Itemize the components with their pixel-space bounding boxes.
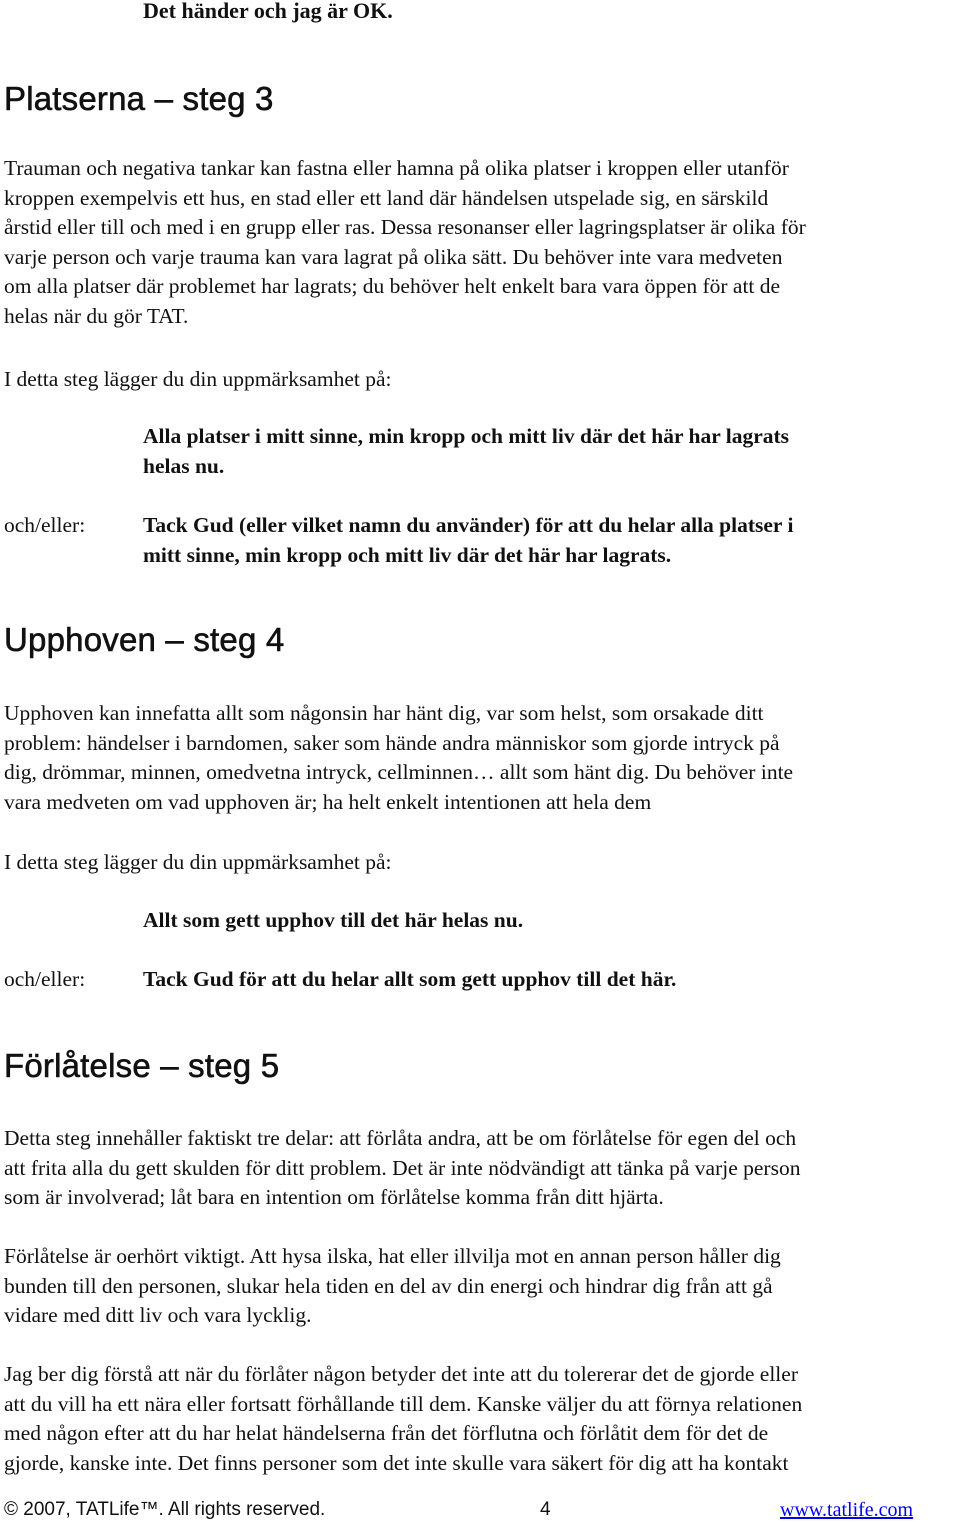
- footer-website-link[interactable]: www.tatlife.com: [780, 1499, 914, 1521]
- text-line: med någon efter att du har helat händelserna från det förflutna och förlåtit dem för det de: [4, 1421, 769, 1445]
- upphoven-intro: I detta steg lägger du din uppmärksamhet på:: [4, 850, 392, 874]
- footer-copyright: © 2007, TATLife™. All rights reserved.: [4, 1499, 326, 1520]
- prayer-line: Alla platser i mitt sinne, min kropp och mitt liv där det här har lagrats: [143, 424, 790, 448]
- upphoven-paragraph: [4, 699, 960, 817]
- text-line: problem: händelser i barndomen, saker som hände andra människor som gjorde intryck på: [4, 730, 780, 755]
- prayer-line: Tack Gud (eller vilket namn du använder) för att du helar alla platser i: [143, 513, 794, 537]
- platserna-paragraph: [4, 154, 960, 331]
- text-line: helas när du gör TAT.: [4, 303, 189, 328]
- footer-page-number: 4: [540, 1499, 551, 1520]
- forlatelse-paragraph-1: [4, 1124, 960, 1213]
- prayer-line: mitt sinne, min kropp och mitt liv där det här har lagrats.: [143, 543, 672, 567]
- text-line: kroppen exempelvis ett hus, en stad eller ett land där händelsen utspelade sig, en särskild: [4, 185, 769, 210]
- section-heading-upphoven: Upphoven – steg 4: [4, 621, 285, 658]
- or-label: och/eller:: [4, 967, 86, 991]
- text-line: årstid eller till och med i en grupp eller ras. Dessa resonanser eller lagringsplatser är olika för: [4, 215, 806, 239]
- platserna-prayer-1: [143, 421, 953, 481]
- text-line: varje person och varje trauma kan vara lagrat på olika sätt. Du behöver inte vara medveten: [4, 244, 783, 269]
- section-heading-forlatelse: Förlåtelse – steg 5: [4, 1047, 280, 1084]
- platserna-prayer-2: [143, 510, 953, 570]
- text-line: gjorde, kanske inte. Det finns personer som det inte skulle vara säkert för dig att ha kontakt: [4, 1450, 789, 1475]
- text-line: Upphoven kan innefatta allt som någonsin har hänt dig, var som helst, som orsakade ditt: [4, 701, 764, 725]
- section-heading-platserna: Platserna – steg 3: [4, 80, 274, 117]
- carryover-line: Det händer och jag är OK.: [143, 0, 393, 23]
- prayer-line: helas nu.: [143, 454, 225, 478]
- text-line: dig, drömmar, minnen, omedvetna intryck, cellminnen… allt som hänt dig. Du behöver inte: [4, 760, 794, 784]
- platserna-intro: I detta steg lägger du din uppmärksamhet på:: [4, 367, 392, 391]
- upphoven-prayer-2: Tack Gud för att du helar allt som gett upphov till det här.: [143, 967, 677, 991]
- text-line: Detta steg innehåller faktiskt tre delar: att förlåta andra, att be om förlåtelse för egen del och: [4, 1126, 797, 1150]
- forlatelse-paragraph-2: [4, 1242, 960, 1331]
- or-label: och/eller:: [4, 513, 86, 537]
- text-line: vara medveten om vad upphoven är; ha helt enkelt intentionen att hela dem: [4, 789, 652, 814]
- text-line: Trauman och negativa tankar kan fastna eller hamna på olika platser i kroppen eller utanför: [4, 156, 789, 180]
- upphoven-prayer-1: Allt som gett upphov till det här helas nu.: [143, 908, 524, 932]
- text-line: Förlåtelse är oerhört viktigt. Att hysa ilska, hat eller illvilja mot en annan person håller dig: [4, 1244, 781, 1268]
- forlatelse-paragraph-3: [4, 1360, 960, 1478]
- text-line: Jag ber dig förstå att när du förlåter någon betyder det inte att du tolererar det de gjorde eller: [4, 1362, 798, 1386]
- text-line: om alla platser där problemet har lagrats; du behöver helt enkelt bara vara öppen för att de: [4, 274, 781, 298]
- text-line: vidare med ditt liv och vara lycklig.: [4, 1303, 312, 1327]
- text-line: bunden till den personen, slukar hela tiden en del av din energi och hindrar dig från att gå: [4, 1273, 773, 1298]
- text-line: som är involverad; låt bara en intention om förlåtelse komma från ditt hjärta.: [4, 1185, 664, 1209]
- text-line: att frita alla du gett skulden för ditt problem. Det är inte nödvändigt att tänka på varje person: [4, 1155, 801, 1180]
- text-line: att du vill ha ett nära eller fortsatt förhållande till dem. Kanske väljer du att förnya relationen: [4, 1391, 803, 1416]
